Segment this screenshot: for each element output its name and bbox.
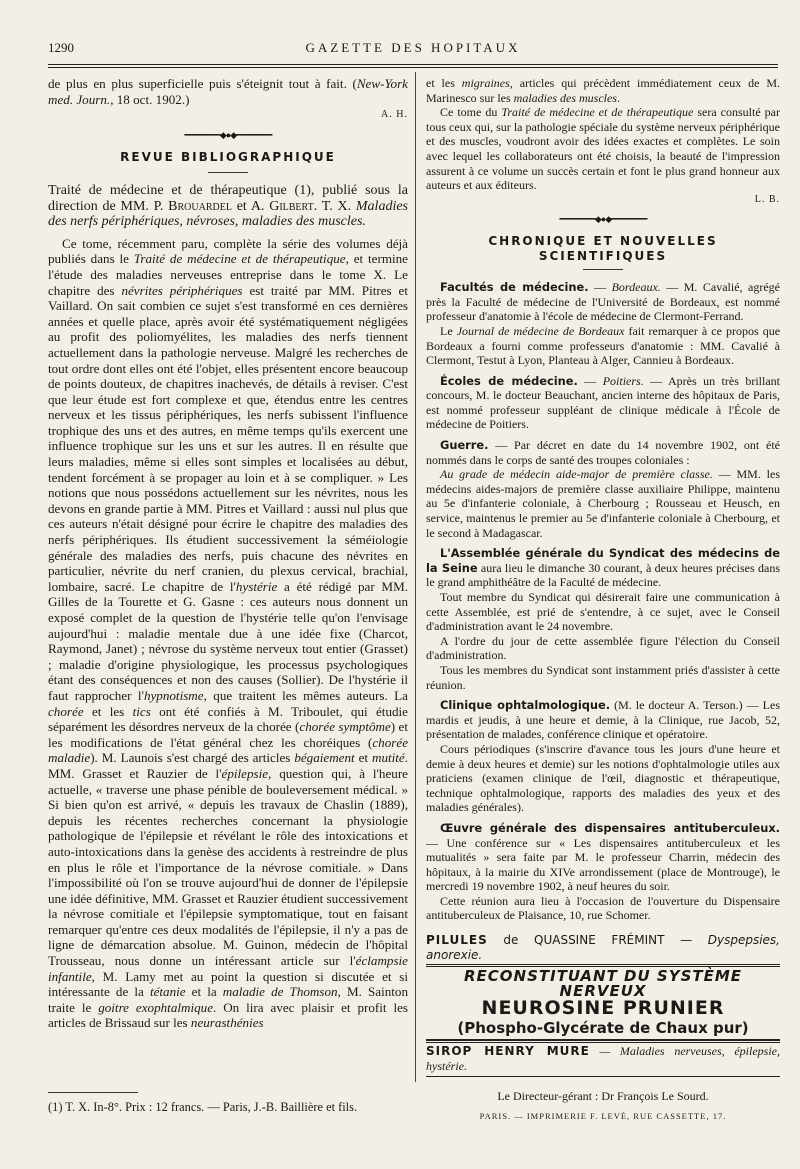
- news-item: [426, 821, 780, 894]
- text-run: épilepsie: [221, 765, 269, 781]
- text-run: New-York med. Journ.: [48, 76, 408, 107]
- text-run: , articles qui précèdent immédiatement ceux de M. Marinesco sur les: [426, 76, 780, 105]
- header-rule: [48, 64, 778, 65]
- text-run: est traité par MM. Pitres et Vaillard. On sait combien ce sujet s'est transformé en ces dernières années et quelle place, après avoir été systématiquement négligées au profit des poliomyélites, les maladies des nerfs tiennent actuellement dans la pathologie nerveuse. Malgré les recherches de tout ordre dont elles ont été l'objet, elles présentent encore beaucoup de points douteux, de chapitres inachevés, de détails à reviser. C'est que leur étude est fort complexe et que, étendus entre les centres nerveux et les tissus périphériques, les nerfs subissent l'influence trophique des uns et des autres, en même temps qu'ils exercent une influence trophique sur les uns et sur les autres. Il en résulte que leurs maladies, même si elles sont simples et localisées au début, tendent forcément à se propager au loin et à se compliquer. » Les notions que nous possédons actuellement sur les névrites, nous les devons en grande partie à MM. Pitres et Vaillard : aussi nul plus que ces auteurs n'était désigné pour écrire le chapitre des maladies des nerfs périphériques. Ils étudient successivement la séméiologie générale des maladies des nerfs, puis chacune des névrites en particulier, névrite du nerf cranien, du plexus cervical, brachial, lombaire, sacré. Le chapitre de l': [48, 282, 408, 594]
- text-run: de plus en plus superficielle puis s'éteignit tout à fait. (: [48, 76, 357, 91]
- news-item: [426, 467, 780, 540]
- text-run: neurasthénies: [190, 1015, 264, 1031]
- text-run: et les: [426, 76, 462, 90]
- text-run: et A.: [231, 198, 270, 214]
- text-run: migraines: [461, 76, 510, 90]
- text-run: Cours périodiques (s'inscrire d'avance tous les jours d'une heure et demie à deux heures et demie) sur les notions d'ophtalmologie utiles aux praticiens (examen clinique de l'œil, diagnostic et thérapeutique, technique ophtalmologique, rapports des maladies des yeux et des maladies générales).: [426, 741, 780, 815]
- text-run: , 18 oct. 1902.): [110, 91, 190, 107]
- text-run: et la: [185, 984, 223, 1000]
- text-run: ) et les modifications de l'état général chez les choréiques (: [48, 719, 408, 750]
- text-run: A l'ordre du jour de cette assemblée figure l'élection du Conseil d'administration.: [426, 633, 780, 663]
- running-title: GAZETTE DES HOPITAUX: [305, 40, 521, 55]
- text-run: éclampsie infantile: [48, 953, 408, 984]
- text-run: — Une conférence sur « Les dispensaires antituberculeux et les mutualités » sera faite par M. le professeur Charrin, médecin des hôpitaux, à la mairie du XIVe arrondissement (place de Montrouge), le mercredi 19 novembre 1902, à neuf heures du soir.: [426, 835, 780, 894]
- text-run: Cette réunion aura lieu à l'occasion de l'ouverture du Dispensaire antituberculeux de Plaisance, 10, rue Schomer.: [426, 893, 780, 923]
- article-end-paragraph: [48, 76, 408, 107]
- short-rule: [208, 172, 248, 173]
- news-item: [426, 590, 780, 634]
- news-item: [426, 698, 780, 742]
- page-header: [48, 40, 778, 60]
- text-run: Le: [440, 323, 457, 338]
- header-rule-2: [48, 67, 778, 68]
- text-run: tics: [132, 703, 151, 719]
- text-run: .: [616, 90, 620, 105]
- news-item: [426, 546, 780, 590]
- text-run: Tout membre du Syndicat qui désirerait faire une communication à cette Assemblée, est prié de s'entendre, à ce sujet, avec le Conseil d'administration avant le 24 novembre.: [426, 590, 780, 634]
- text-run: bégaiement: [294, 750, 355, 766]
- footnote: (1) T. X. In-8°. Prix : 12 francs. — Paris, J.-B. Baillière et fils.: [48, 1100, 358, 1114]
- text-run: , que traitent les mêmes auteurs. La: [203, 687, 408, 703]
- text-run: — Après un très brillant concours, M. le docteur Beauchant, ancien interne des hôpitaux de Paris, est nommé professeur suppléant de clinique médicale à l'École de médecine de Poitiers.: [426, 373, 780, 432]
- text-run: Ce tome du: [440, 105, 502, 120]
- text-run: Clinique ophtalmologique.: [440, 698, 611, 713]
- text-run: chorée: [48, 703, 84, 719]
- book-title: [48, 183, 408, 230]
- text-run: ). M. Launois s'est chargé des articles: [90, 750, 295, 766]
- text-run: Au grade de médecin aide-major de première classe.: [440, 467, 713, 482]
- left-column: [48, 76, 408, 1031]
- news-item: [426, 374, 780, 432]
- news-item: [426, 280, 780, 324]
- text-run: tétanie: [149, 984, 186, 1000]
- text-run: (M. le docteur A. Terson.) — Les mardis et jeudis, à une heure et demie, à la Clinique, rue Jacob, 52, présentation de malades, conférence clinique et opératoire.: [426, 698, 780, 742]
- text-run: Brouardel: [168, 198, 232, 214]
- signature: L. B.: [754, 193, 780, 205]
- text-run: goitre exophtalmique: [98, 999, 214, 1015]
- text-run: , M. Sainton traite le: [48, 984, 408, 1015]
- text-run: —: [588, 280, 612, 295]
- review-paragraph: [48, 236, 408, 1031]
- text-run: Ce tome, récemment paru, complète la série des volumes déjà publiés dans le: [48, 235, 408, 267]
- text-run: . On lira avec plaisir et profit les articles de Brissaud sur les: [48, 999, 408, 1031]
- page-number: 1290: [48, 40, 74, 55]
- text-run: , M. Lamy met au point la question si discutée et si intéressante de la: [48, 968, 408, 1000]
- text-run: névrites périphériques: [121, 282, 243, 298]
- column-divider: [415, 72, 416, 1082]
- signature: A. H.: [381, 109, 408, 121]
- text-run: , question qui, à l'heure actuelle, « traverse une phase pénible de bouleversement médical. » Si bien qu'on est arrivé, « depuis les travaux de Chaslin (1889), depuis les récentes recherches concernant la physiologie pathologique de l'épilepsie et révélant le rôle des intoxications et auto-intoxications dans la genèse des accidents à restreindre de plus en plus le rôle et l'importance de la névrose comitiale. » Dans l'impossibilité où l'on se trouve aujourd'hui de donner de l'épilepsie une idée définitive, MM. Grasset et Rauzier étudient successivement la névrose comitiale et l'épilepsie symptomatique, tout en faisant remarquer qu'entre ces deux modalités de l'épilepsie, il n'y a pas de ligne de démarcation absolue. M. Guinon, médecin de l'hôpital Trousseau, nous donne un intéressant article sur l': [48, 765, 408, 969]
- text-run: hystérie: [235, 578, 278, 594]
- news-item: [426, 438, 780, 467]
- news-item: [426, 324, 780, 368]
- text-run: . MM. Grasset et Rauzier de l': [48, 750, 409, 781]
- text-run: Poitiers.: [602, 373, 644, 388]
- text-run: , et termine l'étude des maladies nerveuses entreprise dans le tome X. Le chapitre des: [48, 251, 408, 298]
- text-run: et les: [83, 703, 133, 719]
- text-run: et: [354, 750, 372, 766]
- section-title-chronique: CHRONIQUE ET NOUVELLES SCIENTIFIQUES: [488, 233, 718, 263]
- text-run: a été rédigé par MM. Gilles de la Tourette et G. Gasne : ces auteurs nous donnent un exposé complet de la question de l'hystérie telle qu'on l'envisage aujourd'hui : maladie mentale due à une idée fixe (Charcot, Raymond, Janet) ; névrose du système nerveux tout entier (Grasset) ; maladie d'origine physiologique, les processus psychologiques étant des conséquences et non des causes (Sollier). De l'hystérie il faut rapprocher l': [48, 578, 408, 703]
- ad-neurosine: [426, 964, 780, 1040]
- text-run: — MM. les médecins aides-majors de première classe auxiliaire Philippe, maintenu au 5e d'infanterie coloniale, à Cherbourg ; Rousseau et Heusch, en service, maintenus le premier au 5e d'infanterie coloniale à Cherbourg, et le second à Madagascar.: [426, 467, 780, 540]
- review-continued: [426, 76, 780, 105]
- text-run: Traité de médecine et de thérapeutique: [501, 105, 694, 120]
- footnote-rule: [48, 1092, 138, 1093]
- text-run: maladies des muscles: [513, 90, 617, 105]
- text-run: Journal de médecine de Bordeaux: [456, 323, 625, 338]
- short-rule: [583, 269, 623, 270]
- imprint-printer: PARIS. — IMPRIMERIE F. LEVÉ, RUE CASSETTE, 17.: [479, 1111, 727, 1122]
- text-run: Guerre.: [440, 438, 489, 453]
- text-run: chorée symptôme: [299, 719, 391, 735]
- text-run: ont été confiés à M. Triboulet, qui étudie séparément les désordres nerveux de la chorée (: [48, 703, 408, 735]
- text-run: hypnotisme: [143, 687, 204, 703]
- text-run: chorée maladie: [48, 734, 408, 766]
- news-item: [426, 742, 780, 815]
- text-run: —: [577, 373, 603, 388]
- ad-reconstituant: RECONSTITUANT DU SYSTÈME NERVEUX: [463, 967, 743, 1000]
- text-run: Écoles de médecine.: [440, 373, 578, 388]
- news-item: [426, 663, 780, 692]
- ad-pilules: PILULES de QUASSINE FRÉMINT — Dyspepsies, anorexie.: [426, 933, 780, 962]
- ad-neurosine-title: NEUROSINE PRUNIER: [481, 997, 725, 1020]
- text-run: Tous les membres du Syndicat sont instamment priés d'assister à cette réunion.: [426, 662, 780, 692]
- ad-phospho: (Phospho-Glycérate de Chaux pur): [457, 1019, 749, 1038]
- text-run: Maladies des nerfs périphériques, névroses, maladies des muscles.: [48, 198, 408, 230]
- text-run: aura lieu le dimanche 30 courant, à deux heures précises dans le grand amphithéâtre de la Faculté de médecine.: [426, 560, 780, 590]
- text-run: — Par décret en date du 14 novembre 1902, ont été nommés dans le corps de santé des troupes coloniales :: [426, 438, 780, 467]
- text-run: Traité de médecine et de thérapeutique: [133, 251, 346, 267]
- text-run: maladie de Thomson: [222, 984, 338, 1000]
- section-title-revue: REVUE BIBLIOGRAPHIQUE: [120, 150, 336, 165]
- text-run: Gilbert: [269, 198, 314, 214]
- right-column: [426, 76, 780, 1124]
- text-run: . T. X.: [313, 198, 356, 214]
- text-run: sera consulté par tous ceux qui, sur la pathologie spéciale du système nerveux périphérique et des muscles, voudront avoir des idées exactes et complètes. Le soin avec lequel les collaborateurs ont été choisis, la beauté de l'impression assurent à ce volume un succès certain et font le plus grand honneur aux auteurs et aux éditeurs.: [426, 105, 780, 193]
- news-item: [426, 634, 780, 663]
- ad-sirop: SIROP HENRY MURE — Maladies nerveuses, épilepsie, hystérie.: [426, 1040, 780, 1076]
- imprint-director: Le Directeur-gérant : Dr François Le Sourd.: [497, 1088, 709, 1103]
- review-conclusion: [426, 105, 780, 193]
- text-run: mutité: [372, 750, 405, 766]
- text-run: fait remarquer à ce propos que Bordeaux a fourni comme professeurs d'anatomie : MM. Cavalié à Clermont, Testut à Lyon, Planteau à Alger, Cannieu à Bordeaux.: [426, 323, 781, 368]
- text-run: Facultés de médecine.: [440, 280, 589, 295]
- text-run: Bordeaux.: [611, 280, 661, 295]
- text-run: Œuvre générale des dispensaires antituberculeux.: [440, 820, 780, 835]
- text-run: Traité de médecine et de thérapeutique (1), publié sous la direction de MM. P.: [48, 182, 408, 214]
- text-run: L'Assemblée générale du Syndicat des médecins de la Seine: [426, 546, 780, 575]
- news-item: [426, 894, 780, 923]
- text-run: — M. Cavalié, agrégé près la Faculté de médecine de l'Université de Bordeaux, est nommé professeur d'anatomie à l'école de médecine de Clermont-Ferrand.: [426, 280, 781, 324]
- ornament-divider: ━━━━━━━━◆●◆━━━━━━━━: [184, 129, 272, 140]
- ornament-divider: ━━━━━━━━◆●◆━━━━━━━━: [559, 214, 647, 225]
